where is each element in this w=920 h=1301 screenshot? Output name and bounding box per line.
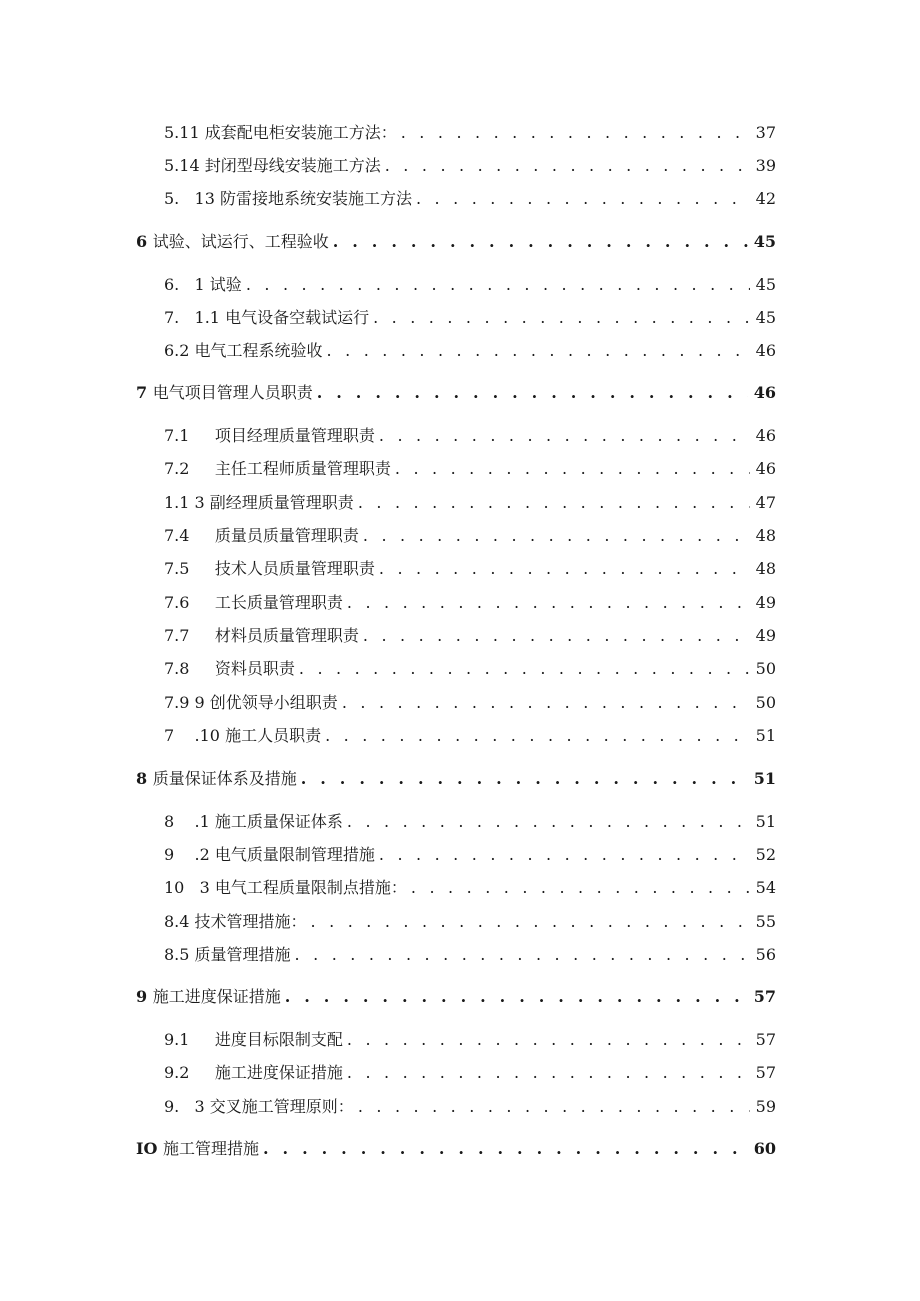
- toc-entry-page: 46: [755, 459, 776, 478]
- toc-entry-title: 进度目标限制支配: [214, 1030, 343, 1049]
- toc-entry[interactable]: [164, 1094, 776, 1120]
- toc-chapter-page: 46: [753, 383, 776, 402]
- toc-entry-title: 施工进度保证措施: [214, 1063, 343, 1082]
- toc-entry-page: 49: [755, 593, 776, 612]
- toc-entry-title: 质量管理措施: [194, 945, 291, 964]
- toc-chapter-number: 6: [136, 232, 153, 251]
- toc-entry-number: 7.5: [164, 559, 215, 578]
- toc-entry-number: 7.2: [164, 459, 215, 478]
- toc-dot-leader: [385, 153, 750, 179]
- toc-entry[interactable]: [164, 623, 776, 649]
- toc-entry-number: 10 3: [164, 878, 215, 897]
- toc-entry-title: 工长质量管理职责: [214, 593, 343, 612]
- toc-chapter[interactable]: [136, 766, 776, 792]
- toc-dot-leader: [416, 186, 750, 212]
- toc-dot-leader: [311, 909, 750, 935]
- toc-entry[interactable]: [164, 723, 776, 749]
- toc-entry-page: 45: [755, 275, 776, 294]
- toc-entry-page: 59: [755, 1097, 776, 1116]
- toc-entry-title: 创优领导小组职责: [209, 693, 338, 712]
- toc-dot-leader: [395, 456, 750, 482]
- toc-entry-number: 5.14: [164, 156, 205, 175]
- toc-dot-leader: [301, 766, 748, 792]
- toc-entry-number: 8 .1: [164, 812, 215, 831]
- toc-dot-leader: [246, 272, 750, 298]
- toc-chapter[interactable]: [136, 380, 776, 406]
- toc-entry-title: 试验: [209, 275, 242, 294]
- toc-entry-number: 7 .10: [164, 726, 226, 745]
- toc-entry[interactable]: [164, 690, 776, 716]
- toc-entry-title: 成套配电柜安装施工方法：: [204, 123, 397, 142]
- toc-chapter-page: 60: [753, 1139, 776, 1158]
- toc-entry-title: 电气设备空载试运行: [225, 308, 370, 327]
- toc-entry[interactable]: [164, 942, 776, 968]
- toc-entry-title: 施工质量保证体系: [214, 812, 343, 831]
- toc-entry-title: 电气质量限制管理措施: [214, 845, 375, 864]
- toc-entry-number: 9. 3: [164, 1097, 210, 1116]
- toc-entry-page: 42: [755, 189, 776, 208]
- toc-entry-page: 57: [755, 1030, 776, 1049]
- toc-dot-leader: [327, 338, 750, 364]
- toc-entry-number: 9.1: [164, 1030, 215, 1049]
- toc-entry-number: 5.11: [164, 123, 205, 142]
- toc-dot-leader: [379, 423, 750, 449]
- toc-entry-title: 项目经理质量管理职责: [214, 426, 375, 445]
- toc-entry-title: 电气工程质量限制点措施：: [214, 878, 407, 897]
- toc-dot-leader: [363, 623, 750, 649]
- toc-chapter-title: 质量保证体系及措施: [152, 769, 297, 788]
- toc-entry-number: 6.2: [164, 341, 195, 360]
- toc-entry-page: 48: [755, 559, 776, 578]
- toc-entry-title: 防雷接地系统安装施工方法: [219, 189, 412, 208]
- toc-entry-number: 7.1: [164, 426, 215, 445]
- toc-dot-leader: [373, 305, 750, 331]
- toc-dot-leader: [295, 942, 750, 968]
- toc-entry[interactable]: [164, 153, 776, 179]
- toc-entry-number: 7. 1.1: [164, 308, 226, 327]
- toc-entry[interactable]: [164, 338, 776, 364]
- toc-chapter-number: 9: [136, 987, 153, 1006]
- toc-chapter-title: 电气项目管理人员职责: [152, 383, 313, 402]
- toc-entry-number: 7.7: [164, 626, 215, 645]
- toc-dot-leader: [358, 490, 750, 516]
- toc-chapter-title: 施工管理措施: [163, 1139, 260, 1158]
- toc-entry-page: 49: [755, 626, 776, 645]
- toc-entry-page: 51: [755, 726, 776, 745]
- toc-dot-leader: [379, 842, 750, 868]
- toc-dot-leader: [363, 523, 750, 549]
- toc-entry[interactable]: [164, 809, 776, 835]
- toc-entry-title: 材料员质量管理职责: [214, 626, 359, 645]
- toc-dot-leader: [263, 1136, 748, 1162]
- toc-entry-page: 47: [755, 493, 776, 512]
- toc-entry-number: 8.4: [164, 912, 195, 931]
- toc-dot-leader: [317, 380, 748, 406]
- toc-entry-page: 54: [755, 878, 776, 897]
- toc-entry-title: 电气工程系统验收: [194, 341, 323, 360]
- toc-dot-leader: [347, 809, 750, 835]
- toc-entry[interactable]: [164, 186, 776, 212]
- toc-entry-title: 施工人员职责: [225, 726, 322, 745]
- toc-entry-page: 57: [755, 1063, 776, 1082]
- toc-entry-page: 50: [755, 659, 776, 678]
- toc-entry-page: 46: [755, 426, 776, 445]
- toc-entry-page: 55: [755, 912, 776, 931]
- toc-chapter-number: 7: [136, 383, 153, 402]
- toc-entry[interactable]: [164, 556, 776, 582]
- toc-entry[interactable]: [164, 656, 776, 682]
- toc-chapter[interactable]: [136, 984, 776, 1010]
- toc-entry-number: 8.5: [164, 945, 195, 964]
- toc-entry[interactable]: [164, 490, 776, 516]
- toc-chapter-title: 施工进度保证措施: [152, 987, 281, 1006]
- toc-entry-number: 7.6: [164, 593, 215, 612]
- toc-entry-number: 9 .2: [164, 845, 215, 864]
- toc-entry-title: 质量员质量管理职责: [214, 526, 359, 545]
- toc-entry[interactable]: [164, 423, 776, 449]
- toc-entry-page: 46: [755, 341, 776, 360]
- toc-dot-leader: [285, 984, 748, 1010]
- toc-dot-leader: [347, 590, 750, 616]
- toc-entry-title: 技术管理措施：: [194, 912, 307, 931]
- toc-dot-leader: [401, 120, 750, 146]
- toc-entry-number: 7.4: [164, 526, 215, 545]
- toc-entry-title: 封闭型母线安装施工方法: [204, 156, 381, 175]
- toc-entry-title: 副经理质量管理职责: [209, 493, 354, 512]
- toc-entry[interactable]: [164, 456, 776, 482]
- toc-entry-number: 5. 13: [164, 189, 220, 208]
- toc-dot-leader: [342, 690, 750, 716]
- toc-entry-page: 37: [755, 123, 776, 142]
- toc-entry[interactable]: [164, 272, 776, 298]
- toc-entry-page: 51: [755, 812, 776, 831]
- toc-entry[interactable]: [164, 120, 776, 146]
- toc-entry-page: 52: [755, 845, 776, 864]
- toc-chapter[interactable]: [136, 1136, 776, 1162]
- toc-entry-number: 1.1 3: [164, 493, 210, 512]
- toc-dot-leader: [333, 229, 748, 255]
- toc-chapter[interactable]: [136, 229, 776, 255]
- toc-entry[interactable]: [164, 842, 776, 868]
- toc-dot-leader: [347, 1060, 750, 1086]
- toc-entry[interactable]: [164, 1060, 776, 1086]
- toc-entry[interactable]: [164, 590, 776, 616]
- toc-entry-title: 资料员职责: [214, 659, 295, 678]
- toc-chapter-page: 51: [753, 769, 776, 788]
- toc-entry[interactable]: [164, 305, 776, 331]
- toc-entry-page: 50: [755, 693, 776, 712]
- toc-chapter-number: 8: [136, 769, 153, 788]
- toc-entry[interactable]: [164, 1027, 776, 1053]
- toc-entry-page: 56: [755, 945, 776, 964]
- toc-entry[interactable]: [164, 523, 776, 549]
- toc-entry-number: 6. 1: [164, 275, 210, 294]
- toc-dot-leader: [379, 556, 750, 582]
- toc-entry-page: 48: [755, 526, 776, 545]
- toc-entry-title: 技术人员质量管理职责: [214, 559, 375, 578]
- toc-dot-leader: [347, 1027, 750, 1053]
- toc-dot-leader: [411, 875, 750, 901]
- toc-chapter-page: 45: [753, 232, 776, 251]
- toc-entry-title: 交叉施工管理原则：: [209, 1097, 354, 1116]
- toc-entry-number: 7.8: [164, 659, 215, 678]
- toc-chapter-number: IO: [136, 1139, 163, 1158]
- toc-dot-leader: [358, 1094, 750, 1120]
- toc-entry-page: 39: [755, 156, 776, 175]
- toc-chapter-title: 试验、试运行、工程验收: [152, 232, 329, 251]
- toc-entry-page: 45: [755, 308, 776, 327]
- toc-entry[interactable]: [164, 909, 776, 935]
- toc-chapter-page: 57: [753, 987, 776, 1006]
- toc-entry[interactable]: [164, 875, 776, 901]
- toc-entry-number: 9.2: [164, 1063, 215, 1082]
- toc-dot-leader: [299, 656, 750, 682]
- toc-entry-number: 7.9 9: [164, 693, 210, 712]
- toc-dot-leader: [325, 723, 750, 749]
- toc-entry-title: 主任工程师质量管理职责: [214, 459, 391, 478]
